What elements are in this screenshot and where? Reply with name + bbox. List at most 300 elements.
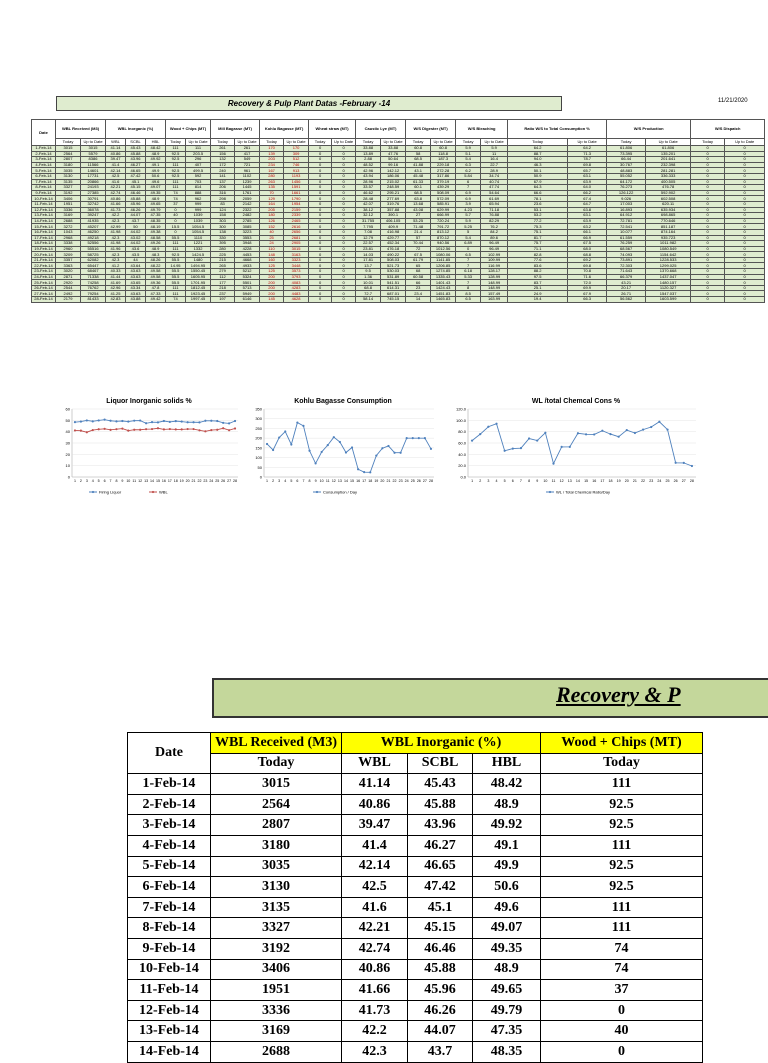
summary-cell: 48.42: [146, 146, 166, 152]
x-tick-label: 15: [350, 479, 355, 483]
data-point: [175, 420, 177, 422]
summary-cell: 602.508: [646, 196, 691, 202]
x-tick-label: 23: [398, 479, 403, 483]
summary-cell: 1370.668: [646, 269, 691, 275]
summary-cell: 65.94: [481, 201, 508, 207]
summary-cell: 148: [260, 252, 284, 258]
summary-cell: 74.093: [607, 252, 646, 258]
data-point: [109, 420, 111, 422]
summary-cell: 666.99: [431, 213, 456, 219]
summary-cell: 48.26: [146, 257, 166, 263]
summary-cell: 39247: [81, 213, 106, 219]
chart-inorganic-solids: [56, 398, 242, 500]
summary-cell: 218: [211, 285, 235, 291]
data-point: [400, 452, 402, 454]
summary-cell: 508.09: [431, 190, 456, 196]
summary-cell: 0: [309, 179, 332, 185]
summary-cell: 1605.95: [186, 274, 211, 280]
summary-cell: 43.63: [126, 269, 146, 275]
zoomed-cell: 41.14: [342, 774, 408, 795]
summary-cell: 1997.45: [186, 297, 211, 303]
summary-cell: 0: [725, 257, 765, 263]
summary-cell: 407: [186, 162, 211, 168]
summary-cell: 698.865: [646, 213, 691, 219]
summary-cell: 2564: [56, 151, 81, 157]
summary-cell: 43.7: [126, 218, 146, 224]
summary-cell: 10.01: [356, 280, 381, 286]
zoomed-cell: 3169: [211, 1021, 342, 1042]
summary-cell: 45.43: [126, 146, 146, 152]
summary-cell: 43.63: [126, 274, 146, 280]
summary-cell: 49.6: [146, 179, 166, 185]
summary-cell: 2960: [56, 246, 81, 252]
legend-marker: [152, 491, 154, 493]
summary-cell: 71.3: [568, 151, 607, 157]
summary-sub-header: Up to Date: [381, 139, 406, 146]
summary-cell: 42.5: [106, 173, 126, 179]
summary-cell: 940.56: [431, 241, 456, 247]
zoomed-cell: 13-Feb-14: [128, 1021, 211, 1042]
summary-cell: 5.25: [456, 224, 481, 230]
summary-cell: 5.33: [456, 274, 481, 280]
zoomed-cell: 2807: [211, 815, 342, 836]
summary-cell: 3223: [235, 229, 260, 235]
data-point: [92, 429, 94, 431]
zoomed-cell: 41.66: [342, 980, 408, 1001]
x-tick-label: 23: [203, 479, 208, 483]
summary-cell: 614.31: [381, 285, 406, 291]
summary-cell: 1424.5: [186, 252, 211, 258]
summary-cell: 12-Feb-14: [32, 207, 56, 213]
summary-cell: 1954: [284, 201, 309, 207]
x-tick-label: 25: [665, 479, 670, 483]
summary-cell: 72.541: [607, 224, 646, 230]
summary-cell: 43.08: [406, 207, 431, 213]
summary-cell: 57: [406, 235, 431, 241]
data-point: [169, 428, 171, 430]
zoomed-cell: 5-Feb-14: [128, 856, 211, 877]
data-point: [266, 443, 268, 445]
summary-cell: 1154.642: [646, 252, 691, 258]
summary-cell: 8-Feb-14: [32, 185, 56, 191]
summary-cell: 48.9: [146, 246, 166, 252]
summary-cell: 1239: [235, 179, 260, 185]
summary-cell: 1480: [186, 257, 211, 263]
data-point: [181, 420, 183, 422]
summary-cell: 0: [332, 162, 356, 168]
data-point: [528, 437, 530, 439]
summary-cell: 40: [260, 229, 284, 235]
summary-cell: 0: [332, 280, 356, 286]
summary-cell: 47.76: [381, 151, 406, 157]
y-tick-label: 250: [255, 425, 262, 431]
y-tick-label: 0: [259, 474, 262, 480]
summary-cell: 42.14: [106, 168, 126, 174]
zoomed-cell: 3-Feb-14: [128, 815, 211, 836]
summary-cell: 99.16: [381, 162, 406, 168]
summary-cell: 0: [691, 285, 725, 291]
x-tick-label: 4: [284, 479, 287, 483]
chart-title: Kohlu Bagasse Consumption: [294, 398, 392, 405]
summary-cell: 97.5: [508, 274, 568, 280]
summary-sub-header: HBL: [146, 139, 166, 146]
x-tick-label: 8: [308, 479, 311, 483]
zoomed-cell: 0: [541, 1041, 703, 1062]
summary-cell: 874.164: [646, 229, 691, 235]
summary-cell: 45.88: [126, 151, 146, 157]
summary-cell: 5.9: [481, 146, 508, 152]
summary-cell: 164: [260, 201, 284, 207]
summary-cell: 851.187: [646, 224, 691, 230]
data-point: [363, 471, 365, 473]
data-point: [375, 455, 377, 457]
summary-cell: 1424.43: [431, 285, 456, 291]
data-point: [315, 462, 317, 464]
zoomed-cell: 10-Feb-14: [128, 959, 211, 980]
summary-cell: 56.562: [607, 297, 646, 303]
zoomed-cell: 45.15: [408, 918, 473, 939]
legend-label: Firing Liquor: [99, 489, 122, 495]
summary-cell: 71338: [81, 274, 106, 280]
data-point: [133, 420, 135, 422]
summary-cell: 0: [691, 229, 725, 235]
summary-cell: 7.08: [356, 229, 381, 235]
summary-cell: 4228: [235, 246, 260, 252]
x-tick-label: 13: [144, 479, 149, 483]
summary-cell: 999: [186, 207, 211, 213]
sub-wbl: WBL: [342, 753, 408, 774]
data-point: [487, 426, 489, 428]
summary-cell: 46.62: [356, 190, 381, 196]
data-point: [127, 420, 129, 422]
data-point: [339, 441, 341, 443]
summary-cell: 5.9: [456, 146, 481, 152]
zoomed-cell: 4-Feb-14: [128, 835, 211, 856]
summary-cell: 317.86: [431, 173, 456, 179]
summary-cell: 1080.06: [431, 252, 456, 258]
data-point: [634, 432, 636, 434]
summary-cell: 52556: [81, 241, 106, 247]
sub-today: Today: [541, 753, 703, 774]
col-wbl-inorganic: WBL Inorganic (%): [342, 733, 541, 754]
summary-cell: 27385: [81, 190, 106, 196]
summary-cell: 2681: [284, 235, 309, 241]
summary-cell: 81.7: [508, 235, 568, 241]
data-point: [626, 429, 628, 431]
summary-cell: 200: [260, 285, 284, 291]
summary-cell: 27-Feb-14: [32, 291, 56, 297]
summary-cell: 74: [166, 190, 186, 196]
summary-cell: 23-Feb-14: [32, 269, 56, 275]
legend-label: WBL: [159, 489, 168, 495]
summary-sub-header: Up to Date: [284, 139, 309, 146]
summary-cell: 40.86: [106, 196, 126, 202]
summary-cell: 234: [260, 162, 284, 168]
summary-cell: 74: [166, 196, 186, 202]
summary-cell: 1494.95: [186, 263, 211, 269]
summary-cell: 2142: [235, 201, 260, 207]
summary-cell: 142.12: [381, 168, 406, 174]
x-tick-label: 5: [97, 479, 100, 483]
zoomed-cell: 2-Feb-14: [128, 794, 211, 815]
summary-cell: 1335.43: [431, 274, 456, 280]
summary-cell: 2-Feb-14: [32, 151, 56, 157]
summary-cell: 13-Feb-14: [32, 213, 56, 219]
data-point: [80, 430, 82, 432]
data-point: [321, 451, 323, 453]
summary-cell: 1080.549: [646, 246, 691, 252]
summary-cell: 78.1: [508, 196, 568, 202]
data-point: [650, 426, 652, 428]
summary-cell: 44: [126, 257, 146, 263]
summary-cell: 2179: [56, 297, 81, 303]
summary-cell: 8.5: [456, 291, 481, 297]
data-point: [163, 420, 165, 422]
summary-cell: 11-Feb-14: [32, 201, 56, 207]
zoomed-cell: 74: [541, 938, 703, 959]
summary-cell: 43.1: [406, 168, 431, 174]
summary-cell: 999: [186, 201, 211, 207]
zoomed-cell: 6-Feb-14: [128, 877, 211, 898]
summary-cell: 3163: [284, 252, 309, 258]
zoomed-cell: 74: [541, 959, 703, 980]
summary-cell: 296: [186, 157, 211, 163]
x-tick-label: 12: [331, 479, 336, 483]
summary-cell: 62082: [81, 257, 106, 263]
summary-cell: 1054.5: [186, 224, 211, 230]
summary-cell: 23: [406, 285, 431, 291]
y-tick-label: 120.0: [455, 406, 466, 412]
summary-cell: 2059: [235, 196, 260, 202]
zoomed-cell: 46.46: [408, 938, 473, 959]
summary-cell: 53.25: [406, 218, 431, 224]
data-point: [210, 429, 212, 431]
x-tick-label: 28: [689, 479, 694, 483]
x-tick-label: 11: [325, 479, 330, 483]
summary-cell: 3272: [56, 224, 81, 230]
summary-cell: 0: [691, 246, 725, 252]
summary-cell: 592: [186, 173, 211, 179]
summary-cell: 55.5: [166, 235, 186, 241]
x-tick-label: 11: [132, 479, 137, 483]
sub-scbl: SCBL: [408, 753, 473, 774]
summary-cell: 0: [725, 280, 765, 286]
summary-cell: 4083: [284, 280, 309, 286]
x-tick-label: 22: [392, 479, 397, 483]
zoomed-cell: 49.07: [473, 918, 541, 939]
summary-cell: 0: [309, 274, 332, 280]
summary-cell: 0: [725, 263, 765, 269]
summary-cell: 156: [211, 151, 235, 157]
summary-cell: 96.49: [481, 246, 508, 252]
summary-cell: 128.99: [481, 274, 508, 280]
data-point: [187, 421, 189, 423]
summary-cell: 81433: [81, 297, 106, 303]
summary-cell: 13.89: [356, 151, 381, 157]
summary-cell: 89.6: [481, 235, 508, 241]
summary-cell: 43.34: [126, 285, 146, 291]
summary-cell: 77.6: [508, 257, 568, 263]
summary-cell: 53.2: [508, 213, 568, 219]
zoomed-cell: 49.6: [473, 897, 541, 918]
summary-cell: 0: [309, 207, 332, 213]
summary-cell: 1299.025: [646, 263, 691, 269]
zoomed-cell: 45.88: [408, 959, 473, 980]
summary-cell: 429.77: [381, 235, 406, 241]
summary-cell: 109.99: [481, 257, 508, 263]
summary-cell: 2920: [56, 280, 81, 286]
summary-cell: 814: [186, 185, 211, 191]
summary-cell: 0: [725, 201, 765, 207]
summary-cell: 476.78: [646, 185, 691, 191]
x-tick-label: 19: [179, 479, 184, 483]
x-tick-label: 9: [314, 479, 317, 483]
zoomed-cell: 3035: [211, 856, 342, 877]
summary-cell: 48.19: [146, 224, 166, 230]
summary-cell: 888: [186, 190, 211, 196]
summary-cell: 1951: [56, 201, 81, 207]
summary-cell: 49.38: [146, 229, 166, 235]
summary-cell: 47.74: [481, 185, 508, 191]
data-point: [333, 436, 335, 438]
y-tick-label: 150: [255, 445, 262, 451]
summary-cell: 0: [309, 297, 332, 303]
summary-cell: 111: [166, 285, 186, 291]
summary-cell: 1332: [186, 246, 211, 252]
zoomed-cell: 41.4: [342, 835, 408, 856]
summary-cell: 88.2: [508, 269, 568, 275]
summary-cell: 111: [186, 146, 211, 152]
summary-cell: 6.9: [456, 196, 481, 202]
zoomed-cell: 2688: [211, 1041, 342, 1062]
summary-cell: 6.5: [456, 297, 481, 303]
summary-cell: 72: [406, 246, 431, 252]
summary-cell: 5.9: [456, 218, 481, 224]
summary-sub-header: Today: [607, 139, 646, 146]
summary-cell: 7: [456, 280, 481, 286]
summary-cell: 111: [166, 241, 186, 247]
data-point: [296, 422, 298, 424]
data-point: [234, 420, 236, 422]
zoomed-cell: 92.5: [541, 794, 703, 815]
summary-sub-header: Today: [309, 139, 332, 146]
summary-cell: 77.2: [508, 218, 568, 224]
summary-cell: 0: [332, 241, 356, 247]
data-point: [424, 437, 426, 439]
summary-cell: 0: [691, 280, 725, 286]
summary-cell: 280: [211, 246, 235, 252]
summary-cell: 0: [332, 257, 356, 263]
summary-cell: 126: [260, 218, 284, 224]
x-tick-label: 7: [109, 479, 112, 483]
data-point: [187, 428, 189, 430]
summary-cell: 92.5: [166, 168, 186, 174]
summary-cell: 1012.56: [431, 246, 456, 252]
summary-cell: 3327: [56, 185, 81, 191]
chart-title: WL /total Chemcal Cons %: [531, 398, 621, 405]
summary-group-header: Date: [32, 120, 56, 146]
summary-cell: 32742: [81, 201, 106, 207]
zoomed-cell: 3015: [211, 774, 342, 795]
summary-cell: 68.8: [568, 252, 607, 258]
data-point: [80, 420, 82, 422]
summary-cell: 3573: [284, 269, 309, 275]
data-point: [327, 444, 329, 446]
summary-cell: 79254: [81, 291, 106, 297]
zoomed-cell: 42.5: [342, 877, 408, 898]
x-tick-label: 21: [191, 479, 196, 483]
summary-cell: 47.42: [126, 173, 146, 179]
summary-cell: 76.273: [607, 185, 646, 191]
data-point: [495, 423, 497, 425]
summary-cell: 6.89: [456, 241, 481, 247]
summary-cell: 1401.43: [431, 280, 456, 286]
x-tick-label: 9: [536, 479, 539, 483]
zoomed-cell: 92.5: [541, 877, 703, 898]
summary-cell: 0: [691, 235, 725, 241]
y-tick-label: 20.0: [458, 463, 466, 469]
summary-cell: 24-Feb-14: [32, 274, 56, 280]
data-point: [691, 465, 693, 467]
col-wood-chips: Wood + Chips (MT): [541, 733, 703, 754]
summary-cell: 5501: [235, 280, 260, 286]
summary-cell: 75.1: [508, 229, 568, 235]
summary-cell: 3.9: [456, 201, 481, 207]
data-point: [228, 422, 230, 424]
summary-cell: 721: [235, 162, 260, 168]
summary-cell: 2339: [284, 213, 309, 219]
summary-group-header: Ratio W/S to Total Consumption %: [508, 120, 607, 139]
zoomed-cell: 111: [541, 835, 703, 856]
summary-cell: 66.379: [607, 274, 646, 280]
summary-cell: 6.18: [456, 269, 481, 275]
summary-cell: 41935: [81, 218, 106, 224]
summary-cell: 61.69: [481, 196, 508, 202]
data-point: [658, 421, 660, 423]
zoomed-cell: 42.3: [342, 1041, 408, 1062]
summary-cell: 43.63: [126, 291, 146, 297]
summary-cell: 1110: [186, 235, 211, 241]
zoomed-cell: 48.9: [473, 959, 541, 980]
summary-cell: 0: [332, 218, 356, 224]
summary-cell: 1761: [235, 190, 260, 196]
summary-cell: 1547.037: [646, 291, 691, 297]
data-point: [430, 448, 432, 450]
data-point: [74, 421, 76, 423]
zoomed-cell: 43.7: [408, 1041, 473, 1062]
summary-cell: 148.99: [481, 280, 508, 286]
summary-cell: 0: [332, 185, 356, 191]
data-point: [115, 428, 117, 430]
summary-cell: 125: [260, 263, 284, 269]
summary-group-header: Mill Bagasse (MT): [211, 120, 260, 139]
summary-cell: 745.15: [381, 297, 406, 303]
summary-cell: 961: [235, 168, 260, 174]
summary-cell: 0: [332, 297, 356, 303]
summary-cell: 27: [406, 213, 431, 219]
summary-cell: 145: [260, 297, 284, 303]
data-point: [609, 433, 611, 435]
summary-cell: 7.795: [356, 224, 381, 230]
data-point: [618, 436, 620, 438]
x-tick-label: 4: [91, 479, 94, 483]
chart-wl-chemical: [452, 398, 700, 500]
summary-cell: 63.1: [568, 213, 607, 219]
summary-cell: 0: [309, 285, 332, 291]
summary-cell: 25: [260, 235, 284, 241]
summary-cell: 58725: [81, 252, 106, 258]
data-point: [393, 452, 395, 454]
